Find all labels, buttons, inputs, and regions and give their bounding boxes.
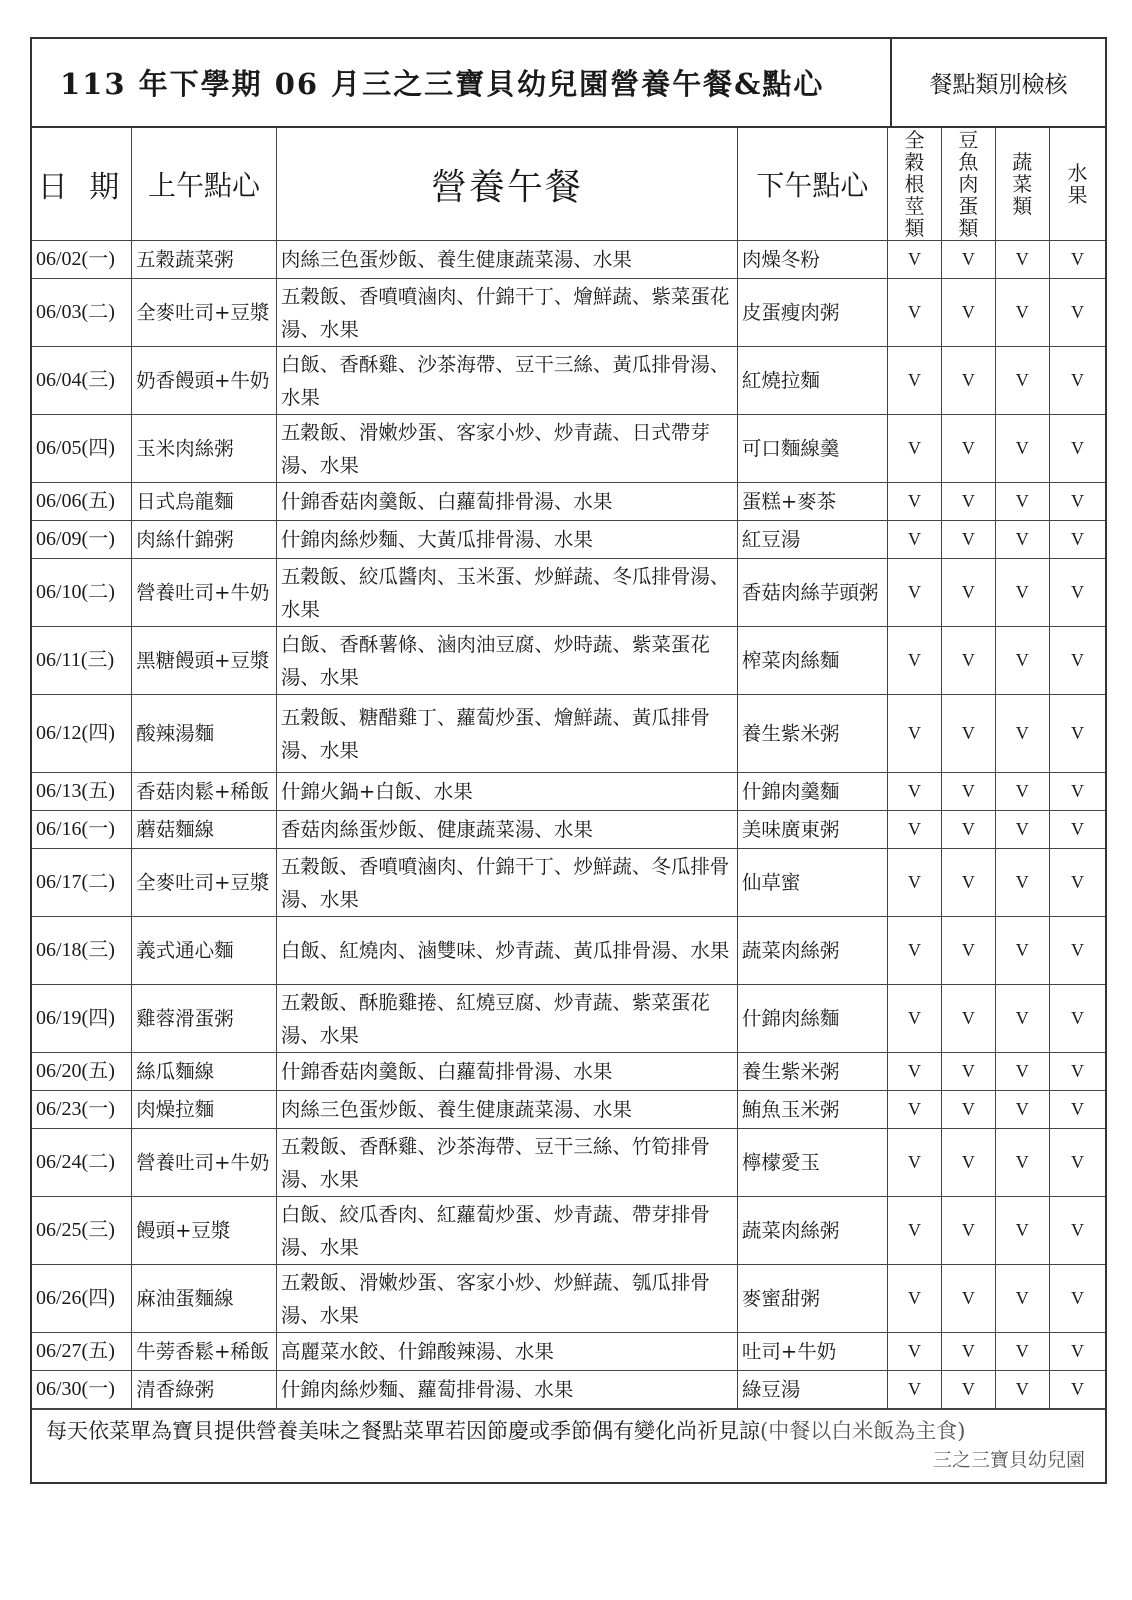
- check-protein-cell: V: [942, 695, 995, 773]
- footer-note: 每天依菜單為寶貝提供營養美味之餐點菜單若因節慶或季節偶有變化尚祈見諒: [46, 1419, 760, 1443]
- table-row: [32, 1265, 1105, 1333]
- check-vegetables-cell: V: [995, 985, 1049, 1053]
- lunch-cell: 白飯、絞瓜香肉、紅蘿蔔炒蛋、炒青蔬、帶芽排骨湯、水果: [276, 1197, 737, 1265]
- date-cell: 06/13(五): [32, 773, 132, 811]
- check-protein-cell: V: [942, 347, 995, 415]
- table-row: [32, 415, 1105, 483]
- lunch-cell: 什錦火鍋+白飯、水果: [276, 773, 737, 811]
- check-vegetables-cell: V: [995, 521, 1049, 559]
- morning-snack-cell: 營養吐司+牛奶: [132, 1129, 277, 1197]
- morning-snack-cell: 蘑菇麵線: [132, 811, 277, 849]
- afternoon-snack-cell: 吐司+牛奶: [737, 1333, 887, 1371]
- date-cell: 06/06(五): [32, 483, 132, 521]
- morning-snack-cell: 營養吐司+牛奶: [132, 559, 277, 627]
- table-row: [32, 1053, 1105, 1091]
- check-grains-cell: V: [887, 279, 941, 347]
- afternoon-snack-cell: 鮪魚玉米粥: [737, 1091, 887, 1129]
- morning-snack-cell: 酸辣湯麵: [132, 695, 277, 773]
- morning-snack-cell: 絲瓜麵線: [132, 1053, 277, 1091]
- date-cell: 06/04(三): [32, 347, 132, 415]
- afternoon-snack-cell: 養生紫米粥: [737, 695, 887, 773]
- check-grains-cell: V: [887, 811, 941, 849]
- footer-note-paren: (中餐以白米飯為主食): [760, 1419, 966, 1443]
- morning-snack-cell: 雞蓉滑蛋粥: [132, 985, 277, 1053]
- check-fruit-cell: V: [1049, 279, 1105, 347]
- lunch-cell: 五穀飯、糖醋雞丁、蘿蔔炒蛋、燴鮮蔬、黃瓜排骨湯、水果: [276, 695, 737, 773]
- check-fruit-cell: V: [1049, 415, 1105, 483]
- lunch-cell: 五穀飯、滑嫩炒蛋、客家小炒、炒鮮蔬、瓠瓜排骨湯、水果: [276, 1265, 737, 1333]
- date-cell: 06/20(五): [32, 1053, 132, 1091]
- date-cell: 06/23(一): [32, 1091, 132, 1129]
- table-row: [32, 279, 1105, 347]
- check-vegetables-cell: V: [995, 1197, 1049, 1265]
- lunch-cell: 什錦香菇肉羹飯、白蘿蔔排骨湯、水果: [276, 1053, 737, 1091]
- table-row: [32, 1197, 1105, 1265]
- afternoon-snack-cell: 養生紫米粥: [737, 1053, 887, 1091]
- check-fruit-cell: V: [1049, 559, 1105, 627]
- check-protein-cell: V: [942, 773, 995, 811]
- check-grains-cell: V: [887, 985, 941, 1053]
- title-row: [32, 39, 1105, 128]
- check-grains-cell: V: [887, 1371, 941, 1409]
- afternoon-snack-cell: 皮蛋瘦肉粥: [737, 279, 887, 347]
- header-category-fruit-label: 水果: [1067, 161, 1088, 207]
- check-fruit-cell: V: [1049, 1265, 1105, 1333]
- lunch-cell: 白飯、香酥雞、沙茶海帶、豆干三絲、黃瓜排骨湯、水果: [276, 347, 737, 415]
- check-vegetables-cell: V: [995, 811, 1049, 849]
- header-category-grains-label: 全穀根莖類: [904, 128, 925, 240]
- check-protein-cell: V: [942, 279, 995, 347]
- lunch-cell: 肉絲三色蛋炒飯、養生健康蔬菜湯、水果: [276, 241, 737, 279]
- date-cell: 06/09(一): [32, 521, 132, 559]
- date-cell: 06/19(四): [32, 985, 132, 1053]
- lunch-cell: 什錦肉絲炒麵、蘿蔔排骨湯、水果: [276, 1371, 737, 1409]
- check-protein-cell: V: [942, 1129, 995, 1197]
- lunch-cell: 肉絲三色蛋炒飯、養生健康蔬菜湯、水果: [276, 1091, 737, 1129]
- check-vegetables-cell: V: [995, 279, 1049, 347]
- afternoon-snack-cell: 紅燒拉麵: [737, 347, 887, 415]
- date-cell: 06/02(一): [32, 241, 132, 279]
- table-row: [32, 483, 1105, 521]
- check-fruit-cell: V: [1049, 1333, 1105, 1371]
- check-vegetables-cell: V: [995, 1129, 1049, 1197]
- check-protein-cell: V: [942, 849, 995, 917]
- check-grains-cell: V: [887, 483, 941, 521]
- morning-snack-cell: 肉絲什錦粥: [132, 521, 277, 559]
- header-category-protein: [942, 128, 995, 241]
- header-morning-snack: 上午點心: [132, 128, 277, 241]
- check-fruit-cell: V: [1049, 1197, 1105, 1265]
- menu-table: [32, 128, 1105, 1409]
- morning-snack-cell: 奶香饅頭+牛奶: [132, 347, 277, 415]
- check-grains-cell: V: [887, 347, 941, 415]
- table-row: [32, 985, 1105, 1053]
- morning-snack-cell: 清香綠粥: [132, 1371, 277, 1409]
- footer: [32, 1409, 1105, 1482]
- check-vegetables-cell: V: [995, 695, 1049, 773]
- check-grains-cell: V: [887, 627, 941, 695]
- check-fruit-cell: V: [1049, 1053, 1105, 1091]
- header-category-vegetables-label: 蔬菜類: [1012, 150, 1033, 218]
- afternoon-snack-cell: 綠豆湯: [737, 1371, 887, 1409]
- date-cell: 06/12(四): [32, 695, 132, 773]
- lunch-cell: 什錦香菇肉羹飯、白蘿蔔排骨湯、水果: [276, 483, 737, 521]
- check-vegetables-cell: V: [995, 1333, 1049, 1371]
- lunch-cell: 什錦肉絲炒麵、大黃瓜排骨湯、水果: [276, 521, 737, 559]
- check-grains-cell: V: [887, 1197, 941, 1265]
- morning-snack-cell: 麻油蛋麵線: [132, 1265, 277, 1333]
- check-grains-cell: V: [887, 1091, 941, 1129]
- date-cell: 06/11(三): [32, 627, 132, 695]
- afternoon-snack-cell: 蔬菜肉絲粥: [737, 917, 887, 985]
- check-vegetables-cell: V: [995, 849, 1049, 917]
- check-grains-cell: V: [887, 917, 941, 985]
- check-fruit-cell: V: [1049, 917, 1105, 985]
- check-vegetables-cell: V: [995, 1265, 1049, 1333]
- table-row: [32, 1371, 1105, 1409]
- header-category-fruit: [1049, 128, 1105, 241]
- check-vegetables-cell: V: [995, 415, 1049, 483]
- morning-snack-cell: 饅頭+豆漿: [132, 1197, 277, 1265]
- check-protein-cell: V: [942, 483, 995, 521]
- check-protein-cell: V: [942, 1333, 995, 1371]
- check-vegetables-cell: V: [995, 773, 1049, 811]
- check-fruit-cell: V: [1049, 1371, 1105, 1409]
- check-vegetables-cell: V: [995, 347, 1049, 415]
- page-title: 113 年下學期 06 月三之三寶貝幼兒園營養午餐&點心: [32, 39, 892, 126]
- check-fruit-cell: V: [1049, 1091, 1105, 1129]
- check-grains-cell: V: [887, 241, 941, 279]
- date-cell: 06/24(二): [32, 1129, 132, 1197]
- afternoon-snack-cell: 肉燥冬粉: [737, 241, 887, 279]
- table-row: [32, 773, 1105, 811]
- check-protein-cell: V: [942, 1197, 995, 1265]
- header-afternoon-snack: 下午點心: [737, 128, 887, 241]
- header-category-grains: [887, 128, 941, 241]
- check-protein-cell: V: [942, 1091, 995, 1129]
- afternoon-snack-cell: 什錦肉絲麵: [737, 985, 887, 1053]
- check-vegetables-cell: V: [995, 1091, 1049, 1129]
- header-lunch: 營養午餐: [276, 128, 737, 241]
- check-protein-cell: V: [942, 1371, 995, 1409]
- lunch-cell: 五穀飯、酥脆雞捲、紅燒豆腐、炒青蔬、紫菜蛋花湯、水果: [276, 985, 737, 1053]
- header-category-protein-label: 豆魚肉蛋類: [958, 128, 979, 240]
- afternoon-snack-cell: 蛋糕+麥茶: [737, 483, 887, 521]
- check-protein-cell: V: [942, 917, 995, 985]
- check-grains-cell: V: [887, 849, 941, 917]
- morning-snack-cell: 全麥吐司+豆漿: [132, 849, 277, 917]
- school-name: 三之三寶貝幼兒園: [932, 1449, 1085, 1471]
- check-fruit-cell: V: [1049, 773, 1105, 811]
- date-cell: 06/10(二): [32, 559, 132, 627]
- check-grains-cell: V: [887, 773, 941, 811]
- table-row: [32, 347, 1105, 415]
- lunch-cell: 五穀飯、香酥雞、沙茶海帶、豆干三絲、竹筍排骨湯、水果: [276, 1129, 737, 1197]
- header-category-vegetables: [995, 128, 1049, 241]
- afternoon-snack-cell: 仙草蜜: [737, 849, 887, 917]
- afternoon-snack-cell: 可口麵線羹: [737, 415, 887, 483]
- check-grains-cell: V: [887, 1129, 941, 1197]
- check-vegetables-cell: V: [995, 917, 1049, 985]
- afternoon-snack-cell: 美味廣東粥: [737, 811, 887, 849]
- table-row: [32, 627, 1105, 695]
- table-row: [32, 917, 1105, 985]
- menu-sheet: [30, 37, 1107, 1484]
- check-fruit-cell: V: [1049, 483, 1105, 521]
- check-grains-cell: V: [887, 559, 941, 627]
- lunch-cell: 五穀飯、滑嫩炒蛋、客家小炒、炒青蔬、日式帶芽湯、水果: [276, 415, 737, 483]
- check-protein-cell: V: [942, 415, 995, 483]
- morning-snack-cell: 全麥吐司+豆漿: [132, 279, 277, 347]
- check-fruit-cell: V: [1049, 627, 1105, 695]
- table-row: [32, 1129, 1105, 1197]
- check-grains-cell: V: [887, 1265, 941, 1333]
- afternoon-snack-cell: 蔬菜肉絲粥: [737, 1197, 887, 1265]
- category-check-title: 餐點類別檢核: [929, 72, 1068, 98]
- date-cell: 06/30(一): [32, 1371, 132, 1409]
- check-fruit-cell: V: [1049, 521, 1105, 559]
- table-row: [32, 241, 1105, 279]
- check-grains-cell: V: [887, 521, 941, 559]
- check-fruit-cell: V: [1049, 347, 1105, 415]
- afternoon-snack-cell: 什錦肉羹麵: [737, 773, 887, 811]
- morning-snack-cell: 五穀蔬菜粥: [132, 241, 277, 279]
- table-row: [32, 811, 1105, 849]
- afternoon-snack-cell: 麥蜜甜粥: [737, 1265, 887, 1333]
- date-cell: 06/18(三): [32, 917, 132, 985]
- lunch-cell: 五穀飯、絞瓜醬肉、玉米蛋、炒鮮蔬、冬瓜排骨湯、水果: [276, 559, 737, 627]
- check-fruit-cell: V: [1049, 695, 1105, 773]
- check-protein-cell: V: [942, 1053, 995, 1091]
- table-row: [32, 1091, 1105, 1129]
- check-protein-cell: V: [942, 627, 995, 695]
- check-fruit-cell: V: [1049, 849, 1105, 917]
- table-row: [32, 521, 1105, 559]
- check-grains-cell: V: [887, 695, 941, 773]
- table-row: [32, 559, 1105, 627]
- check-protein-cell: V: [942, 559, 995, 627]
- afternoon-snack-cell: 紅豆湯: [737, 521, 887, 559]
- lunch-cell: 五穀飯、香噴噴滷肉、什錦干丁、燴鮮蔬、紫菜蛋花湯、水果: [276, 279, 737, 347]
- morning-snack-cell: 牛蒡香鬆+稀飯: [132, 1333, 277, 1371]
- check-vegetables-cell: V: [995, 627, 1049, 695]
- check-protein-cell: V: [942, 985, 995, 1053]
- lunch-cell: 高麗菜水餃、什錦酸辣湯、水果: [276, 1333, 737, 1371]
- date-cell: 06/17(二): [32, 849, 132, 917]
- lunch-cell: 五穀飯、香噴噴滷肉、什錦干丁、炒鮮蔬、冬瓜排骨湯、水果: [276, 849, 737, 917]
- check-grains-cell: V: [887, 415, 941, 483]
- morning-snack-cell: 義式通心麵: [132, 917, 277, 985]
- check-protein-cell: V: [942, 521, 995, 559]
- check-grains-cell: V: [887, 1053, 941, 1091]
- check-vegetables-cell: V: [995, 1371, 1049, 1409]
- date-cell: 06/27(五): [32, 1333, 132, 1371]
- afternoon-snack-cell: 榨菜肉絲麵: [737, 627, 887, 695]
- lunch-cell: 香菇肉絲蛋炒飯、健康蔬菜湯、水果: [276, 811, 737, 849]
- check-fruit-cell: V: [1049, 811, 1105, 849]
- check-fruit-cell: V: [1049, 985, 1105, 1053]
- footer-note-line: [46, 1416, 1095, 1446]
- morning-snack-cell: 香菇肉鬆+稀飯: [132, 773, 277, 811]
- header-date: 日 期: [32, 128, 132, 241]
- date-cell: 06/16(一): [32, 811, 132, 849]
- morning-snack-cell: 玉米肉絲粥: [132, 415, 277, 483]
- check-protein-cell: V: [942, 811, 995, 849]
- check-vegetables-cell: V: [995, 1053, 1049, 1091]
- check-protein-cell: V: [942, 1265, 995, 1333]
- date-cell: 06/03(二): [32, 279, 132, 347]
- check-grains-cell: V: [887, 1333, 941, 1371]
- check-vegetables-cell: V: [995, 241, 1049, 279]
- morning-snack-cell: 黑糖饅頭+豆漿: [132, 627, 277, 695]
- check-protein-cell: V: [942, 241, 995, 279]
- date-cell: 06/26(四): [32, 1265, 132, 1333]
- afternoon-snack-cell: 檸檬愛玉: [737, 1129, 887, 1197]
- table-header-row: [32, 128, 1105, 241]
- morning-snack-cell: 肉燥拉麵: [132, 1091, 277, 1129]
- lunch-cell: 白飯、香酥薯條、滷肉油豆腐、炒時蔬、紫菜蛋花湯、水果: [276, 627, 737, 695]
- table-row: [32, 695, 1105, 773]
- date-cell: 06/05(四): [32, 415, 132, 483]
- check-fruit-cell: V: [1049, 1129, 1105, 1197]
- check-vegetables-cell: V: [995, 483, 1049, 521]
- table-row: [32, 1333, 1105, 1371]
- morning-snack-cell: 日式烏龍麵: [132, 483, 277, 521]
- lunch-cell: 白飯、紅燒肉、滷雙味、炒青蔬、黃瓜排骨湯、水果: [276, 917, 737, 985]
- afternoon-snack-cell: 香菇肉絲芋頭粥: [737, 559, 887, 627]
- check-fruit-cell: V: [1049, 241, 1105, 279]
- check-vegetables-cell: V: [995, 559, 1049, 627]
- table-row: [32, 849, 1105, 917]
- date-cell: 06/25(三): [32, 1197, 132, 1265]
